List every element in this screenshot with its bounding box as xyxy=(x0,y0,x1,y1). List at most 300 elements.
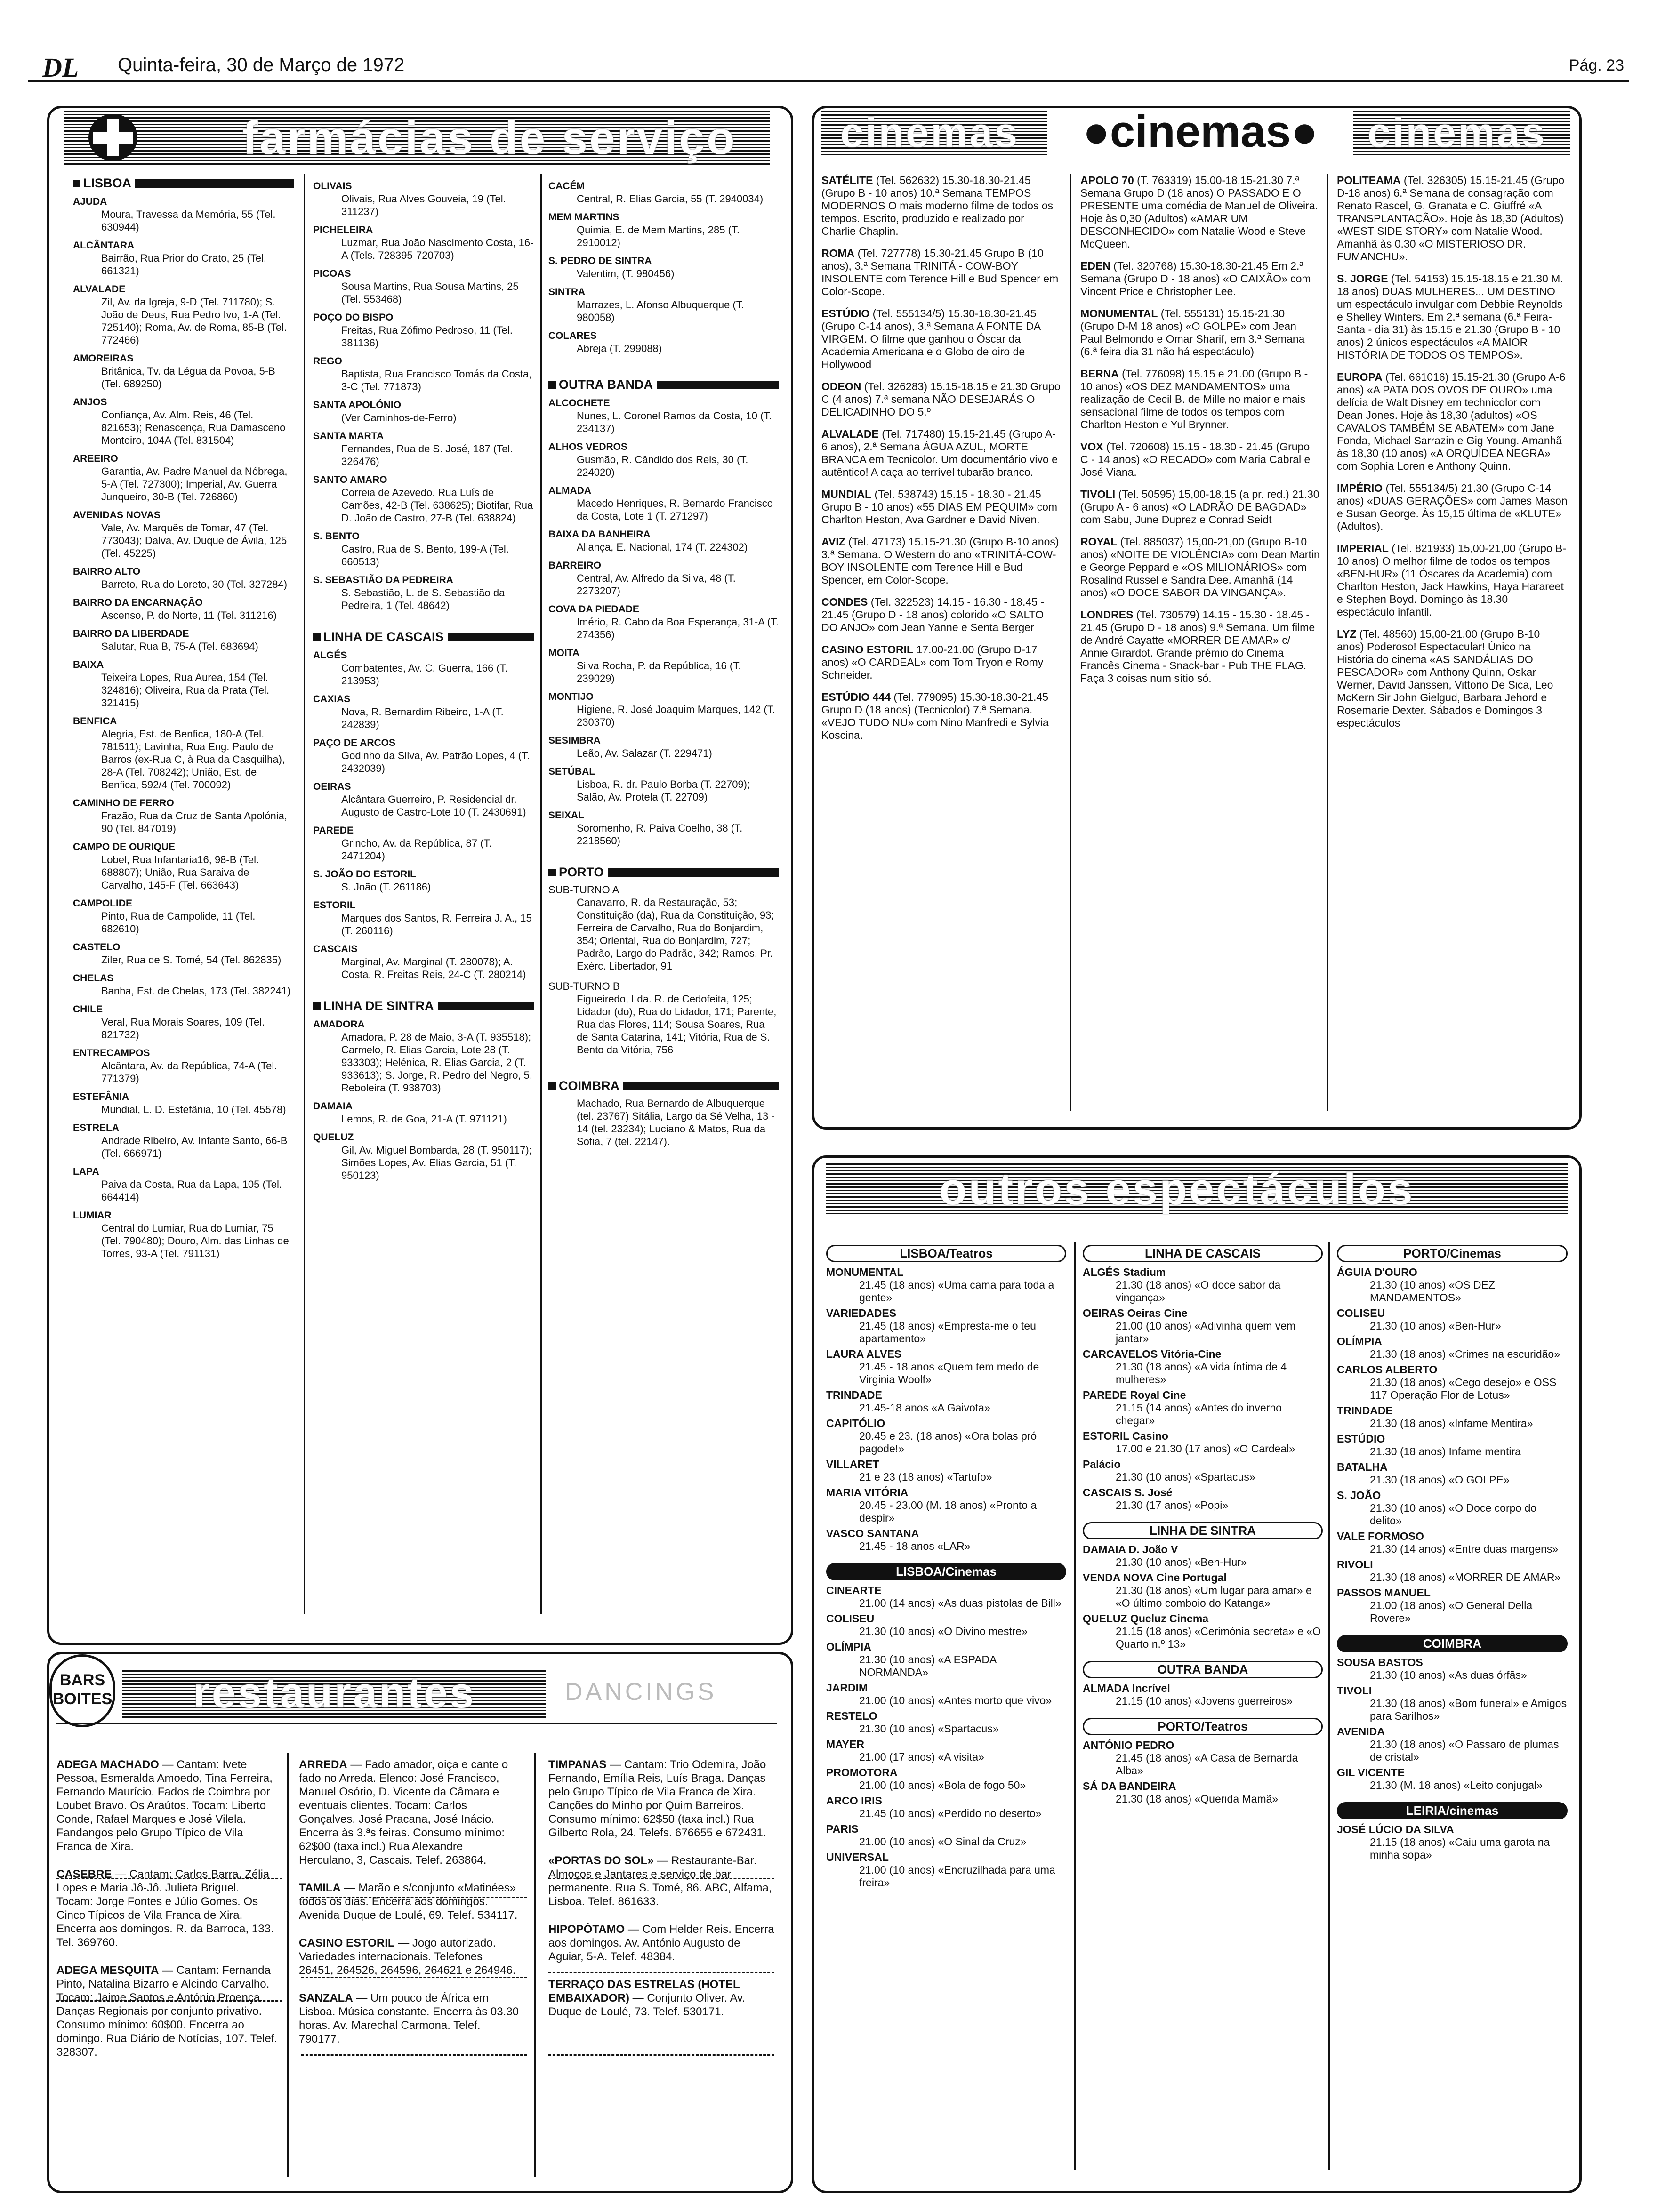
venue-details: 21.45 (18 anos) «Uma cama para toda a gente» xyxy=(859,1279,1054,1304)
pharmacy-entry: Pinto, Rua de Campolide, 11 (Tel. 682610) xyxy=(101,910,256,935)
pharmacy-locality: POÇO DO BISPO xyxy=(313,312,394,323)
divider xyxy=(56,1723,777,1724)
pharmacy-entry: Marrazes, L. Afonso Albuquerque (T. 980058) xyxy=(577,299,744,323)
venue-details: 21.00 (10 anos) «Antes morto que vivo» xyxy=(859,1694,1052,1707)
cinema-name: ESTÚDIO xyxy=(821,307,870,320)
outros-banner xyxy=(826,1162,1568,1214)
restaurant-listing: ADEGA MACHADO — Cantam: Ivete Pessoa, Esmeralda Amoedo, Tina Ferreira, Fernando Maurício. Fados de Coimbra por Loubet Bravo. Os Araútos. Tocam: Liberto Conde, Rafael Marques e José Vilela. Fandangos pelo Grupo Típico de Vila Franca de Xira. xyxy=(56,1758,273,1853)
cinema-listing xyxy=(1337,371,1568,473)
cinema-listing xyxy=(1080,368,1320,431)
pharmacy-locality: S. SEBASTIÃO DA PEDREIRA xyxy=(313,575,453,585)
restaurant-listing: CASINO ESTORIL — Jogo autorizado. Variedades internacionais. Telefones 26451, 264526, 264596, 264621 e 264946. xyxy=(299,1937,516,1977)
cinema-name: MONUMENTAL xyxy=(1080,307,1158,320)
pharmacy-entry: Banha, Est. de Chelas, 173 (Tel. 382241) xyxy=(101,985,291,997)
venue-details: 21.00 (10 anos) «Encruzilhada para uma freira» xyxy=(859,1864,1055,1889)
section-header-outra-banda: OUTRA BANDA xyxy=(548,378,779,391)
outros-title: outros espectáculos xyxy=(939,1164,1415,1214)
pharmacy-locality: BAIRRO DA ENCARNAÇÃO xyxy=(73,597,203,608)
cinema-name: CONDES xyxy=(821,596,868,608)
pharmacy-entry: Frazão, Rua da Cruz de Santa Apolónia, 90 (Tel. 847019) xyxy=(101,810,288,834)
venue-details: 21.00 (17 anos) «A visita» xyxy=(859,1751,984,1763)
pharmacy-list-lisboa xyxy=(73,195,294,1260)
venue-name: VILLARET xyxy=(826,1458,879,1470)
restaurantes-banner xyxy=(122,1668,546,1718)
cinema-listing xyxy=(1337,628,1568,729)
pharmacy-locality: BAIRRO ALTO xyxy=(73,566,141,577)
pharmacy-list-cascais xyxy=(313,649,534,981)
venue-group-header: LINHA DE SINTRA xyxy=(1083,1522,1323,1539)
pharmacy-locality: CHELAS xyxy=(73,973,114,984)
coimbra-text: Machado, Rua Bernardo de Albuquerque (tel. 23767) Sitália, Largo da Sé Velha, 13 - 14 (tel. 23234); Luciano & Matos, Rua da Sofia, 7 (tel. 22147). xyxy=(577,1098,775,1147)
pharmacy-locality: LAPA xyxy=(73,1166,99,1177)
pharmacy-locality: CASTELO xyxy=(73,942,121,953)
divider xyxy=(56,2000,282,2002)
pharmacy-locality: SANTO AMARO xyxy=(313,474,387,485)
pharmacy-locality: BAIRRO DA LIBERDADE xyxy=(73,628,189,639)
venue-details: 21.00 (18 anos) «O General Della Rovere» xyxy=(1370,1599,1533,1624)
pharmacy-entry: Moura, Travessa da Memória, 55 (Tel. 630944) xyxy=(101,208,276,233)
pharmacy-locality: SETÚBAL xyxy=(548,766,595,777)
pharmacy-entry: Alcântara Guerreiro, P. Residencial dr. Augusto de Castro-Lote 10 (T. 2430691) xyxy=(341,793,526,818)
cinema-name: LYZ xyxy=(1337,628,1357,640)
pharmacy-entry: Vale, Av. Marquês de Tomar, 47 (Tel. 773043); Dalva, Av. Duque de Ávila, 125 (Tel. 45225) xyxy=(101,522,287,559)
restaurant-listing: CASEBRE — Cantam: Carlos Barra, Zélia Lopes e Maria Jô-Jô. Julieta Briguel. Tocam: Jorge Fontes e Júlio Gomes. Os Cinco Típicos de Vila Franca de Xira. Encerra aos domingos. R. da Barroca, 133. Tel. 369760. xyxy=(56,1868,274,1949)
pharmacy-entry: Correia de Azevedo, Rua Luís de Camões, 42-B (Tel. 638625); Biotifar, Rua D. João de Castro, 27-B (Tel. 638824) xyxy=(341,487,533,524)
pharmacy-locality: PICHELEIRA xyxy=(313,224,373,235)
venue-name: DAMAIA D. João V xyxy=(1083,1543,1178,1555)
pharmacy-list-outra-banda xyxy=(548,397,779,847)
pharmacy-entry: Soromenho, R. Paiva Coelho, 38 (T. 2218560) xyxy=(577,822,743,847)
pharmacy-entry: Teixeira Lopes, Rua Aurea, 154 (Tel. 324816); Oliveira, Rua da Prata (Tel. 321415) xyxy=(101,672,270,709)
pharmacy-locality: SEIXAL xyxy=(548,810,584,821)
pharmacy-locality: COLARES xyxy=(548,330,597,341)
pharmacy-entry: Lemos, R. de Goa, 21-A (T. 971121) xyxy=(341,1113,507,1125)
venue-details: 21.30 (17 anos) «Popi» xyxy=(1116,1499,1229,1511)
cinemas-col-3 xyxy=(1337,174,1568,739)
pharmacy-entry: Grincho, Av. da República, 87 (T. 2471204) xyxy=(341,837,492,862)
venue-name: ANTÓNIO PEDRO xyxy=(1083,1739,1174,1751)
cinemas-banner-left xyxy=(821,111,1047,155)
cinema-details: (Tel. 717480) 15.15-21.45 (Grupo A-6 anos), 2.ª Semana ÁGUA AZUL, MORTE BRANCA em Tecnicolor. Um documentário vivo e autêntico! A caça ao terrível tubarão branco. xyxy=(821,428,1058,478)
pharmacy-entry: Mundial, L. D. Estefânia, 10 (Tel. 45578) xyxy=(101,1104,286,1115)
cinemas-title: ●cinemas● xyxy=(1082,106,1319,157)
pharmacy-entry: Gusmão, R. Cândido dos Reis, 30 (T. 224020) xyxy=(577,454,748,478)
restaurant-name: «PORTAS DO SOL» xyxy=(548,1854,654,1867)
restaurant-details: Cantam: Carlos Barra, Zélia Lopes e Maria Jô-Jô. Julieta Briguel. Tocam: Jorge Fontes e Júlio Gomes. Os Cinco Típicos de Vila Franca de Xira. Encerra aos domingos. R. da Barroca, 133. Tel. 369760. xyxy=(56,1868,274,1949)
pharmacy-locality: BARREIRO xyxy=(548,560,602,571)
porto-subturno-b: SUB-TURNO B xyxy=(548,980,620,992)
pharmacy-entry: Andrade Ribeiro, Av. Infante Santo, 66-B (Tel. 666971) xyxy=(101,1135,288,1159)
venue-name: OEIRAS Oeiras Cine xyxy=(1083,1307,1188,1319)
venue-details: 21.45 (18 anos) «A Casa de Bernarda Alba» xyxy=(1116,1752,1298,1777)
venue-details: 21.15 (10 anos) «Jovens guerreiros» xyxy=(1116,1695,1293,1707)
venue-name: CARCAVELOS Vitória-Cine xyxy=(1083,1348,1222,1360)
bars-badge xyxy=(49,1654,115,1727)
cinema-listing xyxy=(1080,536,1320,599)
cinema-details: (Tel. 47173) 15.15-21.30 (Grupo B-10 anos) 3.ª Semana. O Western do ano «TRINITÁ-COW-BOY INSOLENTE com Terence Hill e Bud Spencer, em Color-Scope. xyxy=(821,536,1059,586)
pharmacy-entry: Freitas, Rua Zófimo Pedroso, 11 (Tel. 381136) xyxy=(341,324,513,349)
venue-details: 21.30 (10 anos) «OS DEZ MANDAMENTOS» xyxy=(1370,1279,1495,1304)
venue-details: 21.45 - 18 anos «LAR» xyxy=(859,1540,971,1552)
cinema-details: (Tel. 821933) 15,00-21,00 (Grupo B-10 anos) O melhor filme de todos os tempos «BEN-HUR» (11 Óscares da Academia) com Charlton Heston, Jack Hawkins, Haya Harareet e Stephen Boyd. Domingo às 18.30 espectáculo infantil. xyxy=(1337,542,1567,618)
venue-name: ÁGUIA D'OURO xyxy=(1337,1266,1417,1278)
cinema-name: SATÉLITE xyxy=(821,174,873,186)
cinemas-title-right: cinemas xyxy=(1367,109,1547,156)
venue-details: 21.00 (10 anos) «O Sinal da Cruz» xyxy=(859,1835,1027,1848)
pharmacy-entry: Ziler, Rua de S. Tomé, 54 (Tel. 862835) xyxy=(101,954,282,966)
pharmacy-locality: REGO xyxy=(313,356,342,367)
pharmacy-locality: AMOREIRAS xyxy=(73,353,134,364)
issue-date: Quinta-feira, 30 de Março de 1972 xyxy=(118,55,405,75)
restaurant-details: Cantam: Trio Odemira, João Fernando, Emília Reis, Luís Braga. Danças pelo Grupo Típico de Vila Franca de Xira. Canções do Minho por Quim Barreiros. Consumo mínimo: 62$50 (taxa incl.) Rua Gilberto Rola, 24. Telefs. 676655 e 672431. xyxy=(548,1758,766,1839)
cinema-name: ODEON xyxy=(821,380,861,393)
venue-details: 21.30 (18 anos) «MORRER DE AMAR» xyxy=(1370,1571,1561,1583)
column-divider xyxy=(1328,1242,1330,2170)
cinema-details: (Tel. 779095) 15.30-18.30-21.45 Grupo D (18 anos) (Tecnicolor) 7.ª Semana. «VEJO TUDO NU» com Nino Manfredi e Sylvia Koscina. xyxy=(821,691,1049,741)
venue-name: CASCAIS S. José xyxy=(1083,1486,1173,1499)
pharmacy-entry: Godinho da Silva, Av. Patrão Lopes, 4 (T. 2432039) xyxy=(341,750,530,774)
venue-name: PROMOTORA xyxy=(826,1766,898,1779)
pharmacy-entry: Garantia, Av. Padre Manuel da Nóbrega, 5-A (Tel. 727300); Imperial, Av. Guerra Junqueiro, 30-B (Tel. 726860) xyxy=(101,465,288,503)
venue-details: 21.15 (18 anos) «Caiu uma garota na minha sopa» xyxy=(1370,1836,1550,1861)
column-divider xyxy=(304,174,305,1614)
pharmacy-locality: PICOAS xyxy=(313,268,351,279)
porto-subturno-a: SUB-TURNO A xyxy=(548,884,619,896)
pharmacy-locality: AREEIRO xyxy=(73,453,118,464)
venue-name: VENDA NOVA Cine Portugal xyxy=(1083,1571,1227,1584)
cinema-details: 17.00-21.00 (Grupo D-17 anos) «O CARDEAL» com Tom Tryon e Romy Schneider. xyxy=(821,643,1044,681)
venue-name: ALGÉS Stadium xyxy=(1083,1266,1166,1278)
pharmacy-entry: Nova, R. Bernardim Ribeiro, 1-A (T. 242839) xyxy=(341,706,504,730)
cinema-details: (Tel. 48560) 15,00-21,00 (Grupo B-10 anos) Poderoso! Espectacular! Único na História do cinema «AS SANDÁLIAS DO PESCADOR» com Anthony Quinn, Oskar Werner, David Janssen, Vittorio De Sica, Leo McKern Sir John Gielgud, Barbara Jehord e Rosemarie Dexter. Sábados e Domingos 3 espectáculos xyxy=(1337,628,1553,729)
pharmacy-locality: BAIXA xyxy=(73,659,104,670)
venue-details: 21.30 (18 anos) «Um lugar para amar» e «O último comboio do Katanga» xyxy=(1116,1584,1312,1609)
cinema-listing xyxy=(821,643,1062,681)
venue-name: S. JOÃO xyxy=(1337,1489,1381,1501)
cinema-name: AVIZ xyxy=(821,536,845,548)
pharmacy-locality: SINTRA xyxy=(548,287,586,297)
venue-name: PASSOS MANUEL xyxy=(1337,1587,1431,1599)
venue-details: 21.45 - 18 anos «Quem tem medo de Virginia Woolf» xyxy=(859,1361,1039,1386)
pharmacy-entry: Bairrão, Rua Prior do Crato, 25 (Tel. 661321) xyxy=(101,252,266,277)
venue-name: JOSÉ LÚCIO DA SILVA xyxy=(1337,1823,1454,1835)
venue-name: ALMADA Incrível xyxy=(1083,1682,1170,1694)
pharmacy-entry: Central do Lumiar, Rua do Lumiar, 75 (Tel. 790480); Douro, Alm. das Linhas de Torres, 93-A (Tel. 791131) xyxy=(101,1222,289,1259)
cinema-details: (Tel. 538743) 15.15 - 18.30 - 21.45 Grupo B - 10 anos) «55 DIAS EM PEQUIM» com Charlton Heston, Ava Gardner e David Niven. xyxy=(821,488,1058,526)
cinema-name: APOLO 70 xyxy=(1080,174,1134,186)
pharmacy-locality: AVENIDAS NOVAS xyxy=(73,510,161,521)
pharmacy-entry: Fernandes, Rua de S. José, 187 (Tel. 326476) xyxy=(341,443,513,467)
bars-col-1 xyxy=(56,1758,278,2073)
venue-name: ESTORIL Casino xyxy=(1083,1430,1168,1442)
pharmacy-entry: Zil, Av. da Igreja, 9-D (Tel. 711780); S. João de Deus, Rua Pedro Ivo, 1-A (Tel. 725140); Roma, Av. de Roma, 85-B (Tel. 772466) xyxy=(101,296,287,346)
pharmacy-locality: ESTRELA xyxy=(73,1122,120,1133)
venue-details: 20.45 - 23.00 (M. 18 anos) «Pronto a despir» xyxy=(859,1499,1037,1524)
cinema-details: (Tel. 555134/5) 21.30 (Grupo C-14 anos) «DUAS GERAÇÕES» com James Mason e Susan George. Às 15,15 última de «KLUTE» (Adultos). xyxy=(1337,482,1568,532)
cinema-listing xyxy=(821,536,1062,586)
pharmacy-locality: ESTEFÂNIA xyxy=(73,1091,129,1102)
divider xyxy=(301,1897,527,1898)
cinema-details: (Tel. 320768) 15.30-18.30-21.45 Em 2.ª Semana (Grupo D - 18 anos) «O CAIXÃO» com Vincent Price e Christopher Lee. xyxy=(1080,260,1311,297)
masthead xyxy=(28,47,1629,82)
cinemas-title-left: cinemas xyxy=(840,109,1020,156)
cinemas-col-2 xyxy=(1080,174,1320,694)
pharmacy-locality: MEM MARTINS xyxy=(548,212,619,223)
venue-details: 21.30 (18 anos) «Cego desejo» e OSS 117 Operação Flor de Lotus» xyxy=(1370,1376,1557,1401)
venue-details: 21.45 (10 anos) «Perdido no deserto» xyxy=(859,1807,1042,1819)
pharmacy-locality: SANTA MARTA xyxy=(313,431,384,441)
venue-details: 21 e 23 (18 anos) «Tartufo» xyxy=(859,1471,992,1483)
venue-details: 21.45-18 anos «A Gaivota» xyxy=(859,1402,990,1414)
venue-details: 21.15 (18 anos) «Cerimónia secreta» e «O Quarto n.º 13» xyxy=(1116,1625,1321,1650)
restaurant-details: Fado amador, oiça e cante o fado no Arreda. Elenco: José Francisco, Manuel Osório, D. Vicente da Câmara e eventuais clientes. Tocam: Carlos Gonçalves, José Pracana, José Inácio. Encerra às 3.ªs feiras. Consumo mínimo: 62$00 (taxa incl.) Rua Alexandre Herculano, 3, Cascais. Telef. 263864. xyxy=(299,1758,508,1867)
venue-name: UNIVERSAL xyxy=(826,1851,889,1863)
pharmacy-locality: BENFICA xyxy=(73,716,117,727)
cinema-name: ROYAL xyxy=(1080,536,1118,548)
section-header-coimbra: COIMBRA xyxy=(548,1080,779,1092)
restaurant-name: ARREDA xyxy=(299,1758,347,1771)
pharmacy-entry: Alegria, Est. de Benfica, 180-A (Tel. 781511); Lavinha, Rua Eng. Paulo de Barros (ex-Rua C, à Rua da Casquilha), 28-A (Tel. 708242); União, Est. de Benfica, 592/4 (Tel. 700092) xyxy=(101,728,285,791)
venue-name: QUELUZ Queluz Cinema xyxy=(1083,1612,1209,1625)
venue-details: 21.45 (18 anos) «Empresta-me o teu apartamento» xyxy=(859,1320,1036,1345)
venue-name: BATALHA xyxy=(1337,1461,1388,1473)
porto-subturno-b-text: Figueiredo, Lda. R. de Cedofeita, 125; Lidador (do), Rua do Lidador, 171; Parente, Rua das Flores, 114; Sousa Soares, Rua de Santa Catarina, 141; Vitória, Rua de S. Bento da Vitória, 756 xyxy=(577,993,777,1056)
cinema-listing xyxy=(821,247,1062,298)
venue-name: COLISEU xyxy=(826,1612,875,1625)
venue-name: CINEARTE xyxy=(826,1584,882,1596)
pharmacy-locality: BAIXA DA BANHEIRA xyxy=(548,529,651,540)
cinema-name: POLITEAMA xyxy=(1337,174,1401,186)
pharmacy-locality: ANJOS xyxy=(73,397,107,408)
cinema-name: ALVALADE xyxy=(821,428,879,440)
pharmacy-entry: Silva Rocha, P. da República, 16 (T. 239029) xyxy=(577,660,741,684)
pharmacy-locality: PAÇO DE ARCOS xyxy=(313,737,396,748)
venue-details: 21.30 (18 anos) «Querida Mamã» xyxy=(1116,1793,1279,1805)
venue-details: 21.30 (18 anos) «O doce sabor da vingança» xyxy=(1116,1279,1281,1304)
column-divider xyxy=(540,174,542,1614)
cinema-name: CASINO ESTORIL xyxy=(821,643,914,656)
restaurant-details: Cantam: Ivete Pessoa, Esmeralda Amoedo, Tina Ferreira, Fernando Maurício. Fados de Coimbra por Loubet Bravo. Os Araútos. Tocam: Liberto Conde, Rafael Marques e José Vilela. Fandangos pelo Grupo Típico de Vila Franca de Xira. xyxy=(56,1758,273,1853)
venue-name: JARDIM xyxy=(826,1682,868,1694)
venue-name: PAREDE Royal Cine xyxy=(1083,1389,1186,1401)
restaurant-name: TIMPANAS xyxy=(548,1758,607,1771)
cinema-details: (Tel. 562632) 15.30-18.30-21.45 (Grupo B - 10 anos) 10.ª Semana TEMPOS MODERNOS O mais moderno filme de todos os tempos. Escrito, produzido e realizado por Charlie Chaplin. xyxy=(821,174,1054,237)
pharmacy-locality: CHILE xyxy=(73,1004,103,1015)
cinema-details: (Tel. 50595) 15,00-18,15 (a pr. red.) 21.30 (Grupo A - 6 anos) «O LADRÃO DE BAGDAD» com Sabu, June Duprez e Conrad Seidt xyxy=(1080,488,1319,526)
cinema-listing xyxy=(1337,542,1568,618)
pharmacy-locality: CAMINHO DE FERRO xyxy=(73,798,174,809)
cinema-name: TIVOLI xyxy=(1080,488,1116,500)
venue-name: MONUMENTAL xyxy=(826,1266,904,1278)
restaurant-name: ADEGA MESQUITA xyxy=(56,1964,159,1977)
divider xyxy=(301,2054,527,2056)
cinema-listing xyxy=(1080,441,1320,479)
restaurant-listing: ARREDA — Fado amador, oiça e cante o fado no Arreda. Elenco: José Francisco, Manuel Osório, D. Vicente da Câmara e eventuais clientes. Tocam: Carlos Gonçalves, José Pracana, José Inácio. Encerra às 3.ªs feiras. Consumo mínimo: 62$00 (taxa incl.) Rua Alexandre Herculano, 3, Cascais. Telef. 263864. xyxy=(299,1758,508,1867)
bars-col-3 xyxy=(548,1758,774,2033)
cinema-name: IMPÉRIO xyxy=(1337,482,1383,494)
pharmacy-entry: Baptista, Rua Francisco Tomás da Costa, 3-C (Tel. 771873) xyxy=(341,368,532,393)
venue-name: AVENIDA xyxy=(1337,1725,1385,1738)
pharmacy-list-sintra-cont xyxy=(548,180,779,355)
pharmacy-locality: DAMAIA xyxy=(313,1101,353,1112)
venue-name: Palácio xyxy=(1083,1458,1121,1470)
restaurant-listing: SANZALA — Um pouco de África em Lisboa. Música constante. Encerra às 03.30 horas. Av. Marechal Carmona. Telef. 790177. xyxy=(299,1992,519,2045)
cinema-name: S. JORGE xyxy=(1337,272,1388,285)
pharmacy-entry: Castro, Rua de S. Bento, 199-A (Tel. 660513) xyxy=(341,543,509,568)
venue-name: TRINDADE xyxy=(1337,1404,1393,1417)
cinema-details: (Tel. 322523) 14.15 - 16.30 - 18.45 - 21.45 (Grupo D - 18 anos) colorido «O SALTO DO ANJO» com Jean Yanne e Senta Berger xyxy=(821,596,1045,633)
badge-boites: BOITES xyxy=(52,1690,113,1708)
venue-group-header: LISBOA/Teatros xyxy=(826,1245,1066,1262)
cinema-details: (Tel. 720608) 15.15 - 18.30 - 21.45 (Grupo C - 14 anos) «O RECADO» com Maria Cabral e José Viana. xyxy=(1080,441,1311,478)
cinema-name: IMPERIAL xyxy=(1337,542,1389,554)
venue-details: 21.30 (10 anos) «O Divino mestre» xyxy=(859,1625,1028,1637)
pharmacy-locality: OLIVAIS xyxy=(313,181,352,192)
venue-name: ESTÚDIO xyxy=(1337,1433,1385,1445)
pharmacy-locality: ALVALADE xyxy=(73,284,126,295)
pharmacy-locality: QUELUZ xyxy=(313,1132,354,1143)
cinema-details: (Tel. 776098) 15.15 e 21.00 (Grupo B - 10 anos) «OS DEZ MANDAMENTOS» uma realização de Cecil B. de Mille no maior e mais sensacional filme de todos os tempos com Charlton Heston e Yul Brynner. xyxy=(1080,368,1308,431)
cinema-listing xyxy=(1080,174,1320,250)
pharmacy-entry: Abreja (T. 299088) xyxy=(577,343,662,354)
pharmacy-entry: Marginal, Av. Marginal (T. 280078); A. Costa, R. Freitas Reis, 24-C (T. 280214) xyxy=(341,956,526,980)
venue-group-header: PORTO/Teatros xyxy=(1083,1718,1323,1735)
cinema-details: (Tel. 727778) 15.30-21.45 Grupo B (10 anos), 3.ª Semana TRINITÁ - COW-BOY INSOLENTE com Terence Hill e Bud Spencer em Color-Scope. xyxy=(821,247,1059,297)
venue-details: 21.30 (M. 18 anos) «Leito conjugal» xyxy=(1370,1779,1543,1791)
venue-group-header: LISBOA/Cinemas xyxy=(826,1563,1066,1580)
restaurant-name: SANZALA xyxy=(299,1992,353,2004)
cinema-details: (Tel. 54153) 15.15-18.15 e 21.30 M. 18 anos) DUAS MULHERES... UM DESTINO um espectáculo invulgar com Debbie Reynolds e Shelley Winters. Em 2.ª semana (6.ª Feira-Santa - dia 31) às 15.15 e 21.30 (Grupo B - 10 anos) 2 únicos espectáculos «A MAIOR HISTÓRIA DE TODOS OS TEMPOS». xyxy=(1337,272,1563,361)
restaurant-name: TAMILA xyxy=(299,1882,341,1894)
venue-details: 21.30 (18 anos) «Crimes na escuridão» xyxy=(1370,1348,1560,1360)
venue-name: OLÍMPIA xyxy=(1337,1335,1382,1347)
venue-group-header: OUTRA BANDA xyxy=(1083,1661,1323,1678)
venue-name: OLÍMPIA xyxy=(826,1641,871,1653)
pharmacy-entry: Central, Av. Alfredo da Silva, 48 (T. 2273207) xyxy=(577,572,736,597)
cinema-name: EDEN xyxy=(1080,260,1110,272)
venue-details: 21.30 (18 anos) «O GOLPE» xyxy=(1370,1474,1510,1486)
cinema-details: (Tel. 730579) 14.15 - 15.30 - 18.45 - 21.45 (Grupo D - 18 anos) 9.ª Semana. Um filme de André Cayatte «MORRER DE AMAR» c/ Annie Girardot. Grande prémio do Cinema Francês Cinema - Snack-bar - Pub THE FLAG. Faça 3 coisas num sítio só. xyxy=(1080,609,1315,684)
cinema-listing xyxy=(1337,272,1568,361)
newspaper-logo: DL xyxy=(42,52,79,83)
pharmacy-entry: Imério, R. Cabo da Boa Esperança, 31-A (T. 274356) xyxy=(577,616,779,641)
venue-name: VALE FORMOSO xyxy=(1337,1530,1424,1542)
cinema-details: (Tel. 326283) 15.15-18.15 e 21.30 Grupo C (4 anos) 7.ª semana NÃO DESEJARÁS O DELICADINHO DO 5.º xyxy=(821,380,1061,418)
venue-details: 21.30 (10 anos) «Spartacus» xyxy=(859,1723,999,1735)
cinema-listing xyxy=(1080,488,1320,526)
cinema-details: (Tel. 555131) 15.15-21.30 (Grupo D-M 18 anos) «O GOLPE» com Jean Paul Belmondo e Omar Sharif, em 3.ª Semana (6.ª feira dia 31 não há espectáculo) xyxy=(1080,307,1305,358)
badge-bars: BARS xyxy=(59,1671,105,1689)
cinema-name: ROMA xyxy=(821,247,855,259)
divider xyxy=(301,1977,527,1978)
restaurant-name: ADEGA MACHADO xyxy=(56,1758,159,1771)
restaurant-details: Cantam: Fernanda Pinto, Natalina Bizarro e Alcindo Carvalho. Tocam: Jaime Santos e António Proença. Danças Regionais por conjunto privativo. Consumo mínimo: 60$00. Encerra ao domingo. Rua Diário de Notícias, 107. Telef. 328307. xyxy=(56,1964,278,2059)
venue-name: SÁ DA BANDEIRA xyxy=(1083,1780,1176,1792)
outros-col-3 xyxy=(1337,1245,1568,1861)
column-divider xyxy=(1327,174,1328,1111)
pharmacy-entry: S. João (T. 261186) xyxy=(341,881,431,893)
pharmacy-locality: CASCAIS xyxy=(313,944,358,954)
section-header-sintra: LINHA DE SINTRA xyxy=(313,1000,534,1012)
pharmacy-entry: Confiança, Av. Alm. Reis, 46 (Tel. 821653); Renascença, Rua Damasceno Monteiro, 104A (Tel. 831504) xyxy=(101,409,286,446)
cinema-name: EUROPA xyxy=(1337,371,1383,383)
restaurant-name: TERRAÇO DAS ESTRELAS (HOTEL EMBAIXADOR) xyxy=(548,1978,740,2004)
pharmacy-entry: S. Sebastião, L. de S. Sebastião da Pedreira, 1 (Tel. 48642) xyxy=(341,587,505,611)
pharmacy-entry: Marques dos Santos, R. Ferreira J. A., 15 (T. 260116) xyxy=(341,912,532,937)
cinema-name: LONDRES xyxy=(1080,609,1134,621)
divider xyxy=(548,1878,774,1879)
restaurant-listing: ADEGA MESQUITA — Cantam: Fernanda Pinto, Natalina Bizarro e Alcindo Carvalho. Tocam: Jaime Santos e António Proença. Danças Regionais por conjunto privativo. Consumo mínimo: 60$00. Encerra ao domingo. Rua Diário de Notícias, 107. Telef. 328307. xyxy=(56,1964,278,2059)
restaurant-details: Com Helder Reis. Encerra aos domingos. Av. António Augusto de Aguiar, 5-A. Telef. 48384. xyxy=(548,1923,774,1963)
pharmacy-locality: ALCÂNTARA xyxy=(73,240,135,251)
cinema-listing xyxy=(821,307,1062,371)
pharmacy-entry: Higiene, R. José Joaquim Marques, 142 (T. 230370) xyxy=(577,704,775,728)
pharmacy-entry: Lisboa, R. dr. Paulo Borba (T. 22709); Salão, Av. Protela (T. 22709) xyxy=(577,778,750,803)
bars-col-2 xyxy=(299,1758,520,2060)
pharmacy-entry: Barreto, Rua do Loreto, 30 (Tel. 327284) xyxy=(101,578,288,590)
cinema-listing xyxy=(1080,307,1320,358)
restaurant-listing: «PORTAS DO SOL» — Restaurante-Bar. Almoços e Jantares e serviço de bar permanente. Rua S. Tomé, 86. ABC, Alfama, Lisboa. Telef. 861633. xyxy=(548,1854,772,1908)
pharmacy-locality: ALHOS VEDROS xyxy=(548,441,628,452)
venue-name: LAURA ALVES xyxy=(826,1348,902,1360)
pharmacy-entry: Luzmar, Rua João Nascimento Costa, 16-A (Tels. 728395-720703) xyxy=(341,237,534,261)
pharmacy-locality: ALMADA xyxy=(548,485,591,496)
venue-group-header: PORTO/Cinemas xyxy=(1337,1245,1568,1262)
cinemas-col-1 xyxy=(821,174,1062,751)
venue-group-header: LEIRIA/cinemas xyxy=(1337,1802,1568,1819)
pharmacy-entry: Veral, Rua Morais Soares, 109 (Tel. 821732) xyxy=(101,1016,265,1041)
venue-details: 21.30 (18 anos) «O Passaro de plumas de cristal» xyxy=(1370,1738,1559,1763)
pharmacy-entry: Amadora, P. 28 de Maio, 3-A (T. 935518); Carmelo, R. Elias Garcia, Lote 28 (T. 933303); Helénica, R. Elias Garcia, 2 (T. 933613); S. Jorge, R. Pedro del Negro, 5, Reboleira (T. 938703) xyxy=(341,1031,533,1094)
pharmacy-locality: PAREDE xyxy=(313,825,354,836)
restaurant-details: Restaurante-Bar. Almoços e Jantares e serviço de bar permanente. Rua S. Tomé, 86. ABC, Alfama, Lisboa. Telef. 861633. xyxy=(548,1854,772,1908)
farmacias-banner xyxy=(64,111,770,165)
venue-details: 17.00 e 21.30 (17 anos) «O Cardeal» xyxy=(1116,1443,1295,1455)
outros-col-1 xyxy=(826,1245,1066,1889)
pharmacy-locality: S. JOÃO DO ESTORIL xyxy=(313,869,416,880)
venue-details: 21.30 (14 anos) «Entre duas margens» xyxy=(1370,1543,1559,1555)
section-header-porto: PORTO xyxy=(548,866,779,879)
pharmacy-entry: Olivais, Rua Alves Gouveia, 19 (Tel. 311237) xyxy=(341,193,506,217)
pharmacy-locality: AMADORA xyxy=(313,1019,365,1030)
pharmacy-locality: LUMIAR xyxy=(73,1210,112,1221)
pharmacy-locality: ESTORIL xyxy=(313,900,356,911)
divider xyxy=(56,1878,282,1879)
pharmacy-entry: Gil, Av. Miguel Bombarda, 28 (T. 950117); Simões Lopes, Av. Elias Garcia, 51 (T. 950123) xyxy=(341,1144,532,1181)
restaurant-name: CASEBRE xyxy=(56,1868,112,1881)
venue-name: GIL VICENTE xyxy=(1337,1766,1405,1779)
venue-name: MARIA VITÓRIA xyxy=(826,1486,909,1499)
pharmacy-locality: COVA DA PIEDADE xyxy=(548,604,639,615)
venue-group-header: LINHA DE CASCAIS xyxy=(1083,1245,1323,1262)
venue-name: CARLOS ALBERTO xyxy=(1337,1363,1438,1376)
venue-details: 21.30 (10 anos) «O Doce corpo do delito» xyxy=(1370,1502,1537,1527)
cinema-name: ESTÚDIO 444 xyxy=(821,691,891,703)
venue-name: SOUSA BASTOS xyxy=(1337,1656,1423,1668)
pharmacy-entry: Alcântara, Av. da República, 74-A (Tel. 771379) xyxy=(101,1060,277,1084)
pharmacy-entry: Paiva da Costa, Rua da Lapa, 105 (Tel. 664414) xyxy=(101,1178,282,1203)
pharmacy-locality: OEIRAS xyxy=(313,781,351,792)
cinema-listing xyxy=(821,488,1062,526)
cinema-details: (Tel. 885037) 15,00-21,00 (Grupo B-10 anos) «NOITE DE VIOLÊNCIA» com Dean Martin e George Peppard e «OS MILIONÁRIOS» com Rosalind Russel e Sandra Dee. Amanhã (14 anos) «O DOCE SABOR DA VINGANÇA». xyxy=(1080,536,1320,599)
cinema-listing xyxy=(821,174,1062,238)
pharmacy-locality: CAXIAS xyxy=(313,694,351,705)
venue-name: ARCO IRIS xyxy=(826,1795,882,1807)
farmacias-col-1 xyxy=(73,174,294,1260)
venue-details: 21.30 (10 anos) «A ESPADA NORMANDA» xyxy=(859,1653,997,1678)
cinema-listing xyxy=(1337,482,1568,533)
pharmacy-entry: Aliança, E. Nacional, 174 (T. 224302) xyxy=(577,541,748,553)
